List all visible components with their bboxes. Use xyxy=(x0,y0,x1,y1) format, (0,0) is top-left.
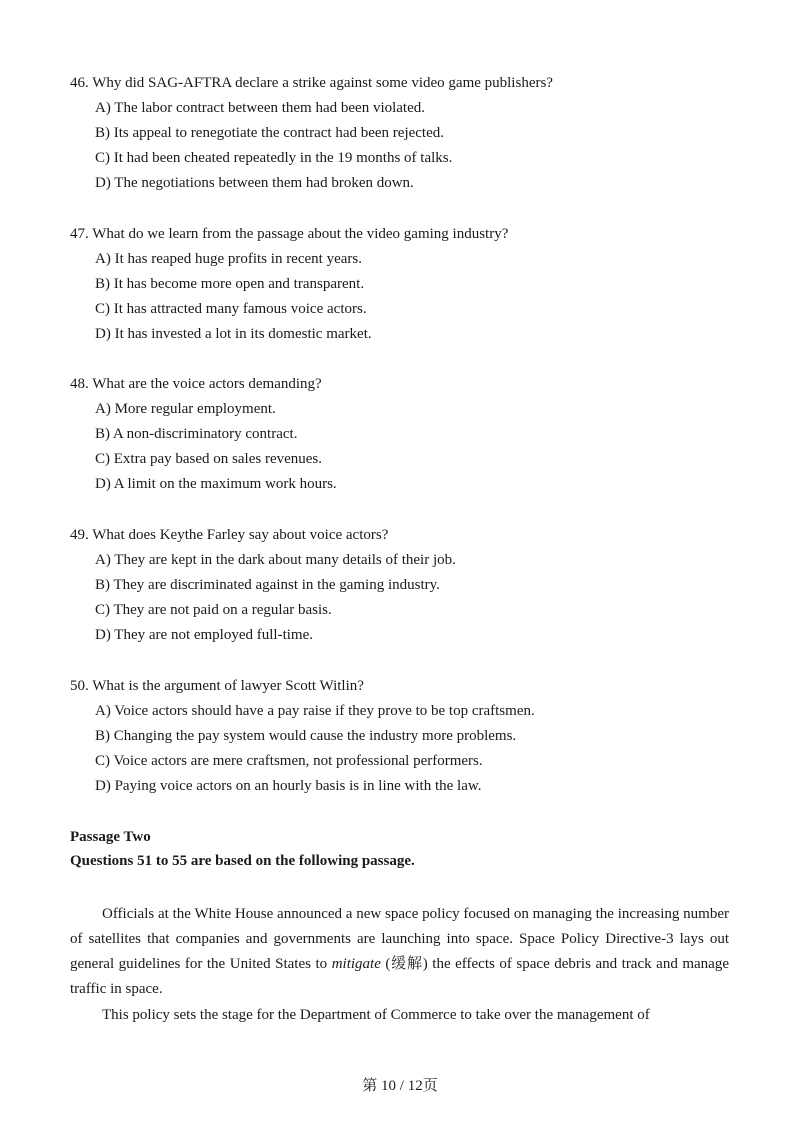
option-d: D) Paying voice actors on an hourly basis is in line with the law. xyxy=(95,778,482,794)
question-stem xyxy=(70,527,388,544)
option-b: B) They are discriminated against in the gaming industry. xyxy=(95,577,440,593)
option-c: C) They are not paid on a regular basis. xyxy=(95,602,332,618)
paragraph-text: the effects of space debris and track and manage traffic in space. xyxy=(70,956,729,997)
glossed-word: mitigate xyxy=(331,956,381,972)
passage-paragraph-1 xyxy=(70,902,729,1002)
chinese-gloss: (缓解) xyxy=(380,956,428,972)
option-d: D) A limit on the maximum work hours. xyxy=(95,476,337,492)
question-number: 48. xyxy=(70,376,89,392)
option-b: B) Changing the pay system would cause the industry more problems. xyxy=(95,728,517,744)
question-stem xyxy=(70,75,553,92)
question-number: 46. xyxy=(70,75,89,91)
question-stem xyxy=(70,376,322,393)
option-b: B) Its appeal to renegotiate the contract had been rejected. xyxy=(95,125,444,141)
option-a: A) They are kept in the dark about many details of their job. xyxy=(95,552,456,568)
passage-paragraph-2: This policy sets the stage for the Department of Commerce to take over the management of xyxy=(102,1007,650,1023)
option-b: B) It has become more open and transparent. xyxy=(95,276,365,292)
question-stem xyxy=(70,678,364,695)
option-d: D) They are not employed full-time. xyxy=(95,627,313,643)
option-a: A) Voice actors should have a pay raise if they prove to be top craftsmen. xyxy=(95,703,535,719)
option-c: C) It has attracted many famous voice actors. xyxy=(95,301,367,317)
question-number: 50. xyxy=(70,678,89,694)
page-number: 第 10 / 12页 xyxy=(362,1078,438,1094)
question-number: 49. xyxy=(70,527,89,543)
option-d: D) It has invested a lot in its domestic market. xyxy=(95,326,372,342)
question-text: What does Keythe Farley say about voice actors? xyxy=(92,527,389,543)
option-a: A) More regular employment. xyxy=(95,401,276,417)
passage-instruction: Questions 51 to 55 are based on the following passage. xyxy=(70,853,415,869)
question-number: 47. xyxy=(70,226,89,242)
option-d: D) The negotiations between them had broken down. xyxy=(95,175,414,191)
passage-title: Passage Two xyxy=(70,829,151,845)
option-c: C) Extra pay based on sales revenues. xyxy=(95,451,323,467)
question-text: What do we learn from the passage about the video gaming industry? xyxy=(92,226,509,242)
option-a: A) It has reaped huge profits in recent years. xyxy=(95,251,362,267)
option-a: A) The labor contract between them had been violated. xyxy=(95,100,426,116)
option-c: C) Voice actors are mere craftsmen, not professional performers. xyxy=(95,753,483,769)
option-b: B) A non-discriminatory contract. xyxy=(95,426,298,442)
option-c: C) It had been cheated repeatedly in the 19 months of talks. xyxy=(95,150,453,166)
question-text: What is the argument of lawyer Scott Witlin? xyxy=(92,678,364,694)
question-stem xyxy=(70,226,508,243)
paragraph-text: Officials at the White House announced a new space policy focused on managing the increasing number of satellites that companies and governments are launching into space. Space Policy Directive-3 lays out general guidelines for the United States to xyxy=(70,906,729,972)
question-text: What are the voice actors demanding? xyxy=(92,376,322,392)
question-text: Why did SAG-AFTRA declare a strike against some video game publishers? xyxy=(92,75,553,91)
